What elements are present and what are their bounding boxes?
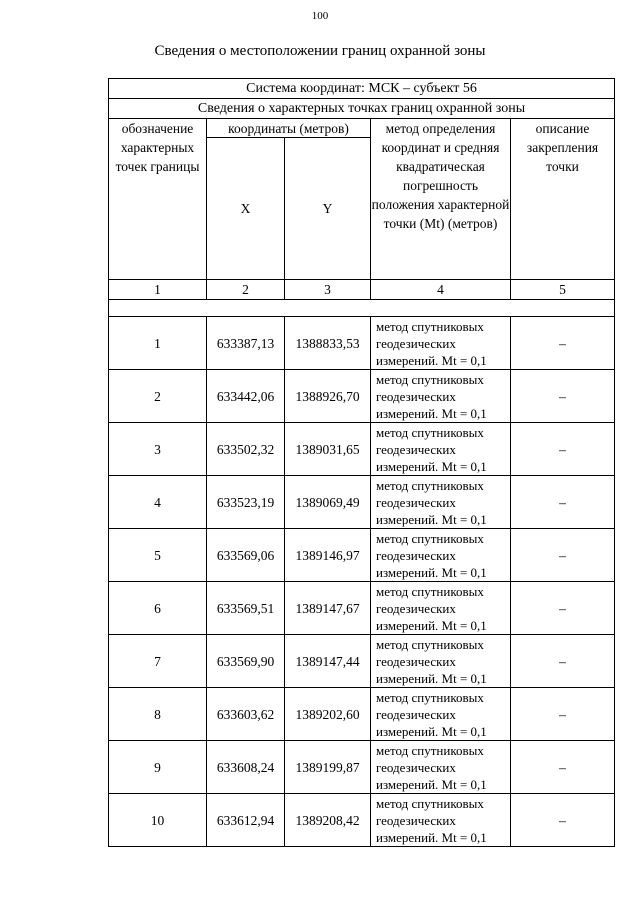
table-row <box>109 317 615 370</box>
blank-spacer-row <box>109 300 615 317</box>
table-row <box>109 635 615 688</box>
y-column-header: Y <box>285 138 371 280</box>
method-cell: метод спутниковых геодезических измерений. Mt = 0,1 <box>371 794 511 847</box>
x-coordinate-cell: 633569,06 <box>207 529 285 582</box>
column-number: 5 <box>511 280 615 300</box>
method-cell: метод спутниковых геодезических измерений. Mt = 0,1 <box>371 741 511 794</box>
table-row <box>109 529 615 582</box>
method-cell: метод спутниковых геодезических измерений. Mt = 0,1 <box>371 476 511 529</box>
method-cell: метод спутниковых геодезических измерений. Mt = 0,1 <box>371 635 511 688</box>
points-section-header: Сведения о характерных точках границ охранной зоны <box>109 99 615 119</box>
y-coordinate-cell: 1389208,42 <box>285 794 371 847</box>
description-column-header: описание закрепления точки <box>511 119 615 280</box>
y-coordinate-cell: 1389069,49 <box>285 476 371 529</box>
table-row <box>109 476 615 529</box>
x-coordinate-cell: 633502,32 <box>207 423 285 476</box>
coordinates-column-header: координаты (метров) <box>207 119 371 138</box>
description-cell: – <box>511 529 615 582</box>
x-coordinate-cell: 633569,51 <box>207 582 285 635</box>
y-coordinate-cell: 1389147,44 <box>285 635 371 688</box>
point-id-cell: 4 <box>109 476 207 529</box>
point-id-cell: 9 <box>109 741 207 794</box>
table-row <box>109 741 615 794</box>
y-coordinate-cell: 1389146,97 <box>285 529 371 582</box>
column-number: 1 <box>109 280 207 300</box>
description-cell: – <box>511 582 615 635</box>
designation-column-header: обозначение характерных точек границы <box>109 119 207 280</box>
method-cell: метод спутниковых геодезических измерений. Mt = 0,1 <box>371 370 511 423</box>
table-row <box>109 423 615 476</box>
point-id-cell: 5 <box>109 529 207 582</box>
description-cell: – <box>511 741 615 794</box>
boundary-points-table <box>108 78 615 847</box>
x-coordinate-cell: 633612,94 <box>207 794 285 847</box>
method-column-header: метод определения координат и средняя квадратическая погрешность положения характерной точки (Mt) (метров) <box>371 119 511 280</box>
description-cell: – <box>511 370 615 423</box>
y-coordinate-cell: 1388926,70 <box>285 370 371 423</box>
table-row <box>109 688 615 741</box>
column-number-row <box>109 280 615 300</box>
table-row <box>109 370 615 423</box>
description-cell: – <box>511 423 615 476</box>
point-id-cell: 8 <box>109 688 207 741</box>
table-row <box>109 582 615 635</box>
x-coordinate-cell: 633603,62 <box>207 688 285 741</box>
point-id-cell: 10 <box>109 794 207 847</box>
x-coordinate-cell: 633608,24 <box>207 741 285 794</box>
method-cell: метод спутниковых геодезических измерений. Mt = 0,1 <box>371 529 511 582</box>
x-coordinate-cell: 633523,19 <box>207 476 285 529</box>
x-coordinate-cell: 633569,90 <box>207 635 285 688</box>
point-id-cell: 2 <box>109 370 207 423</box>
description-cell: – <box>511 794 615 847</box>
document-title: Сведения о местоположении границ охранной зоны <box>154 43 486 59</box>
point-id-cell: 1 <box>109 317 207 370</box>
x-coordinate-cell: 633387,13 <box>207 317 285 370</box>
coordinate-system-header: Система координат: МСК – субъект 56 <box>109 79 615 99</box>
y-coordinate-cell: 1389199,87 <box>285 741 371 794</box>
point-id-cell: 3 <box>109 423 207 476</box>
y-coordinate-cell: 1389031,65 <box>285 423 371 476</box>
point-id-cell: 7 <box>109 635 207 688</box>
blank-cell <box>109 300 615 317</box>
point-id-cell: 6 <box>109 582 207 635</box>
description-cell: – <box>511 688 615 741</box>
method-cell: метод спутниковых геодезических измерений. Mt = 0,1 <box>371 423 511 476</box>
y-coordinate-cell: 1388833,53 <box>285 317 371 370</box>
method-cell: метод спутниковых геодезических измерений. Mt = 0,1 <box>371 688 511 741</box>
y-coordinate-cell: 1389147,67 <box>285 582 371 635</box>
table-row <box>109 794 615 847</box>
method-cell: метод спутниковых геодезических измерений. Mt = 0,1 <box>371 317 511 370</box>
x-coordinate-cell: 633442,06 <box>207 370 285 423</box>
method-cell: метод спутниковых геодезических измерений. Mt = 0,1 <box>371 582 511 635</box>
column-number: 2 <box>207 280 285 300</box>
description-cell: – <box>511 635 615 688</box>
y-coordinate-cell: 1389202,60 <box>285 688 371 741</box>
description-cell: – <box>511 317 615 370</box>
description-cell: – <box>511 476 615 529</box>
column-number: 3 <box>285 280 371 300</box>
page-number: 100 <box>311 10 329 22</box>
x-column-header: X <box>207 138 285 280</box>
column-number: 4 <box>371 280 511 300</box>
